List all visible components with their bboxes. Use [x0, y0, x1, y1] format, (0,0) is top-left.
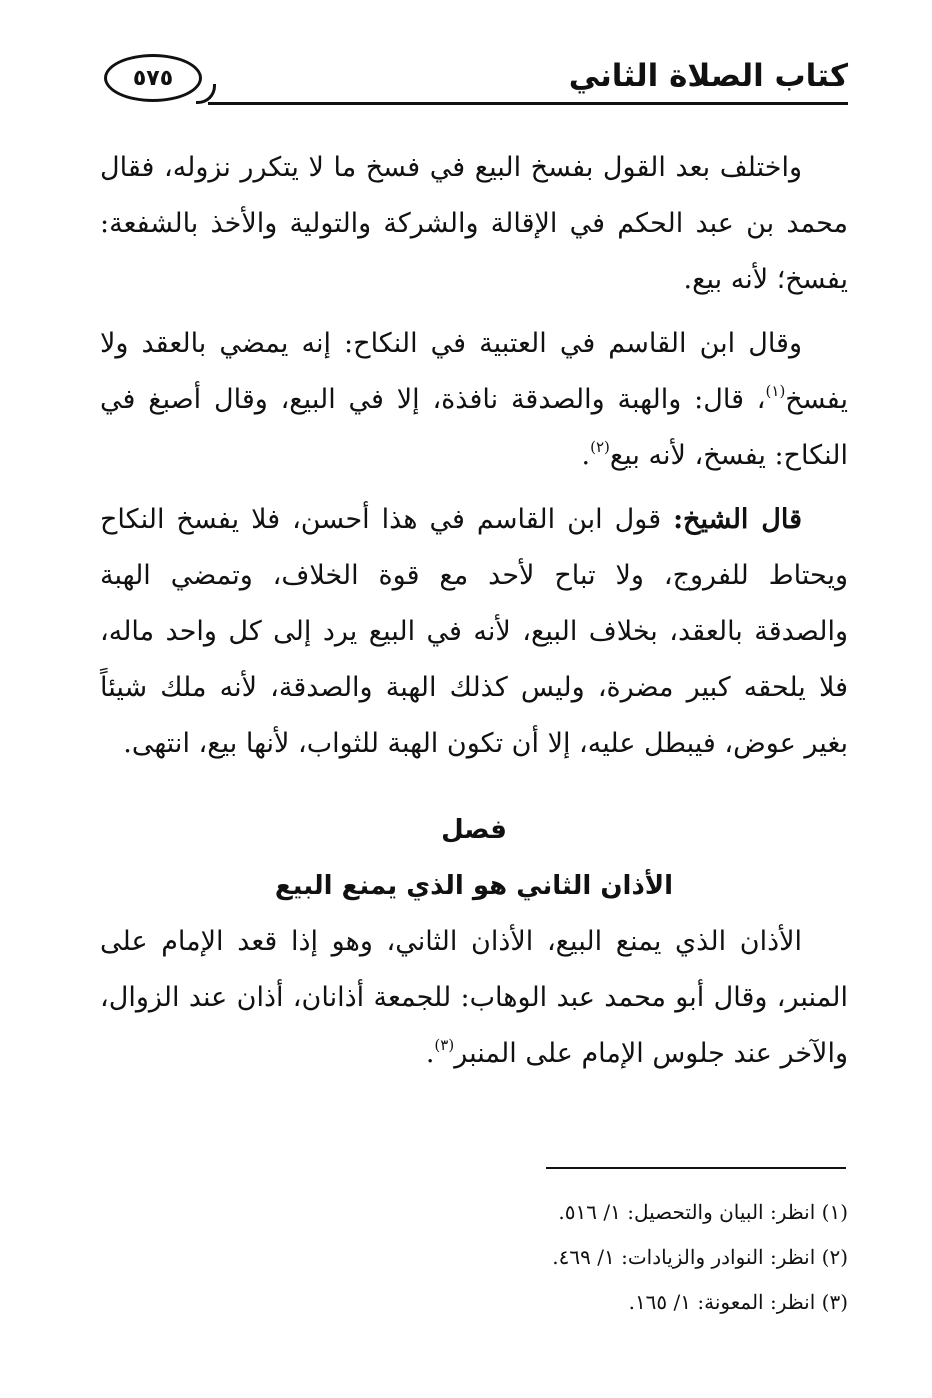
main-text — [100, 140, 848, 1082]
page-header — [100, 44, 848, 106]
footnote-ref-1: (١) — [765, 382, 786, 400]
paragraph-2-part-a: وقال ابن القاسم في العتبية في النكاح: إنه يمضي بالعقد ولا يفسخ — [100, 328, 848, 415]
page-number-oval — [104, 54, 202, 102]
paragraph-3-lead: قال الشيخ: — [673, 504, 802, 535]
book-title: كتاب الصلاة الثاني — [568, 58, 848, 94]
paragraph-3-text: قول ابن القاسم في هذا أحسن، فلا يفسخ النكاح ويحتاط للفروج، ولا تباح لأحد مع قوة الخلاف، وتمضي الهبة والصدقة بالعقد، بخلاف البيع، لأنه في البيع يرد إلى كل واحد ماله، فلا يلحقه كبير مضرة، وليس كذلك الهبة والصدقة، لأنه ملك شيئاً بغير عوض، فيبطل عليه، إلا أن تكون الهبة للثواب، لأنها بيع، انتهى. — [100, 504, 848, 759]
paragraph-1: واختلف بعد القول بفسخ البيع في فسخ ما لا يتكرر نزوله، فقال محمد بن عبد الحكم في الإقالة والشركة والتولية والأخذ بالشفعة: يفسخ؛ لأنه بيع. — [100, 152, 848, 295]
header-rule — [208, 102, 848, 105]
section-heading-adhan: الأذان الثاني هو الذي يمنع البيع — [274, 871, 674, 901]
footnote-3: (٣) انظر: المعونة: ١/ ١٦٥. — [628, 1290, 848, 1314]
paragraph-3 — [100, 492, 848, 772]
paragraph-2-part-c: . — [581, 440, 591, 471]
footnote-ref-2: (٢) — [590, 438, 610, 456]
footnotes — [100, 1190, 848, 1325]
section-heading-fasl: فصل — [441, 815, 507, 845]
page-number: ٥٧٥ — [132, 65, 174, 91]
footnote-separator — [546, 1167, 846, 1169]
paragraph-4 — [100, 914, 848, 1082]
paragraph-2 — [100, 316, 848, 484]
oval-tail-ornament — [196, 84, 216, 104]
paragraph-4-part-a: الأذان الذي يمنع البيع، الأذان الثاني، وهو إذا قعد الإمام على المنبر، وقال أبو محمد عبد الوهاب: للجمعة أذانان، أذان عند الزوال، والآخر عند جلوس الإمام على المنبر — [100, 926, 848, 1069]
footnote-1: (١) انظر: البيان والتحصيل: ١/ ٥١٦. — [558, 1200, 848, 1224]
paragraph-4-part-b: . — [425, 1038, 435, 1069]
footnote-ref-3: (٣) — [434, 1036, 455, 1054]
footnote-2: (٢) انظر: النوادر والزيادات: ١/ ٤٦٩. — [552, 1245, 848, 1269]
paragraph-2-part-b: ، قال: والهبة والصدقة نافذة، إلا في البيع، وقال أصبغ في النكاح: يفسخ، لأنه بيع — [100, 384, 848, 471]
